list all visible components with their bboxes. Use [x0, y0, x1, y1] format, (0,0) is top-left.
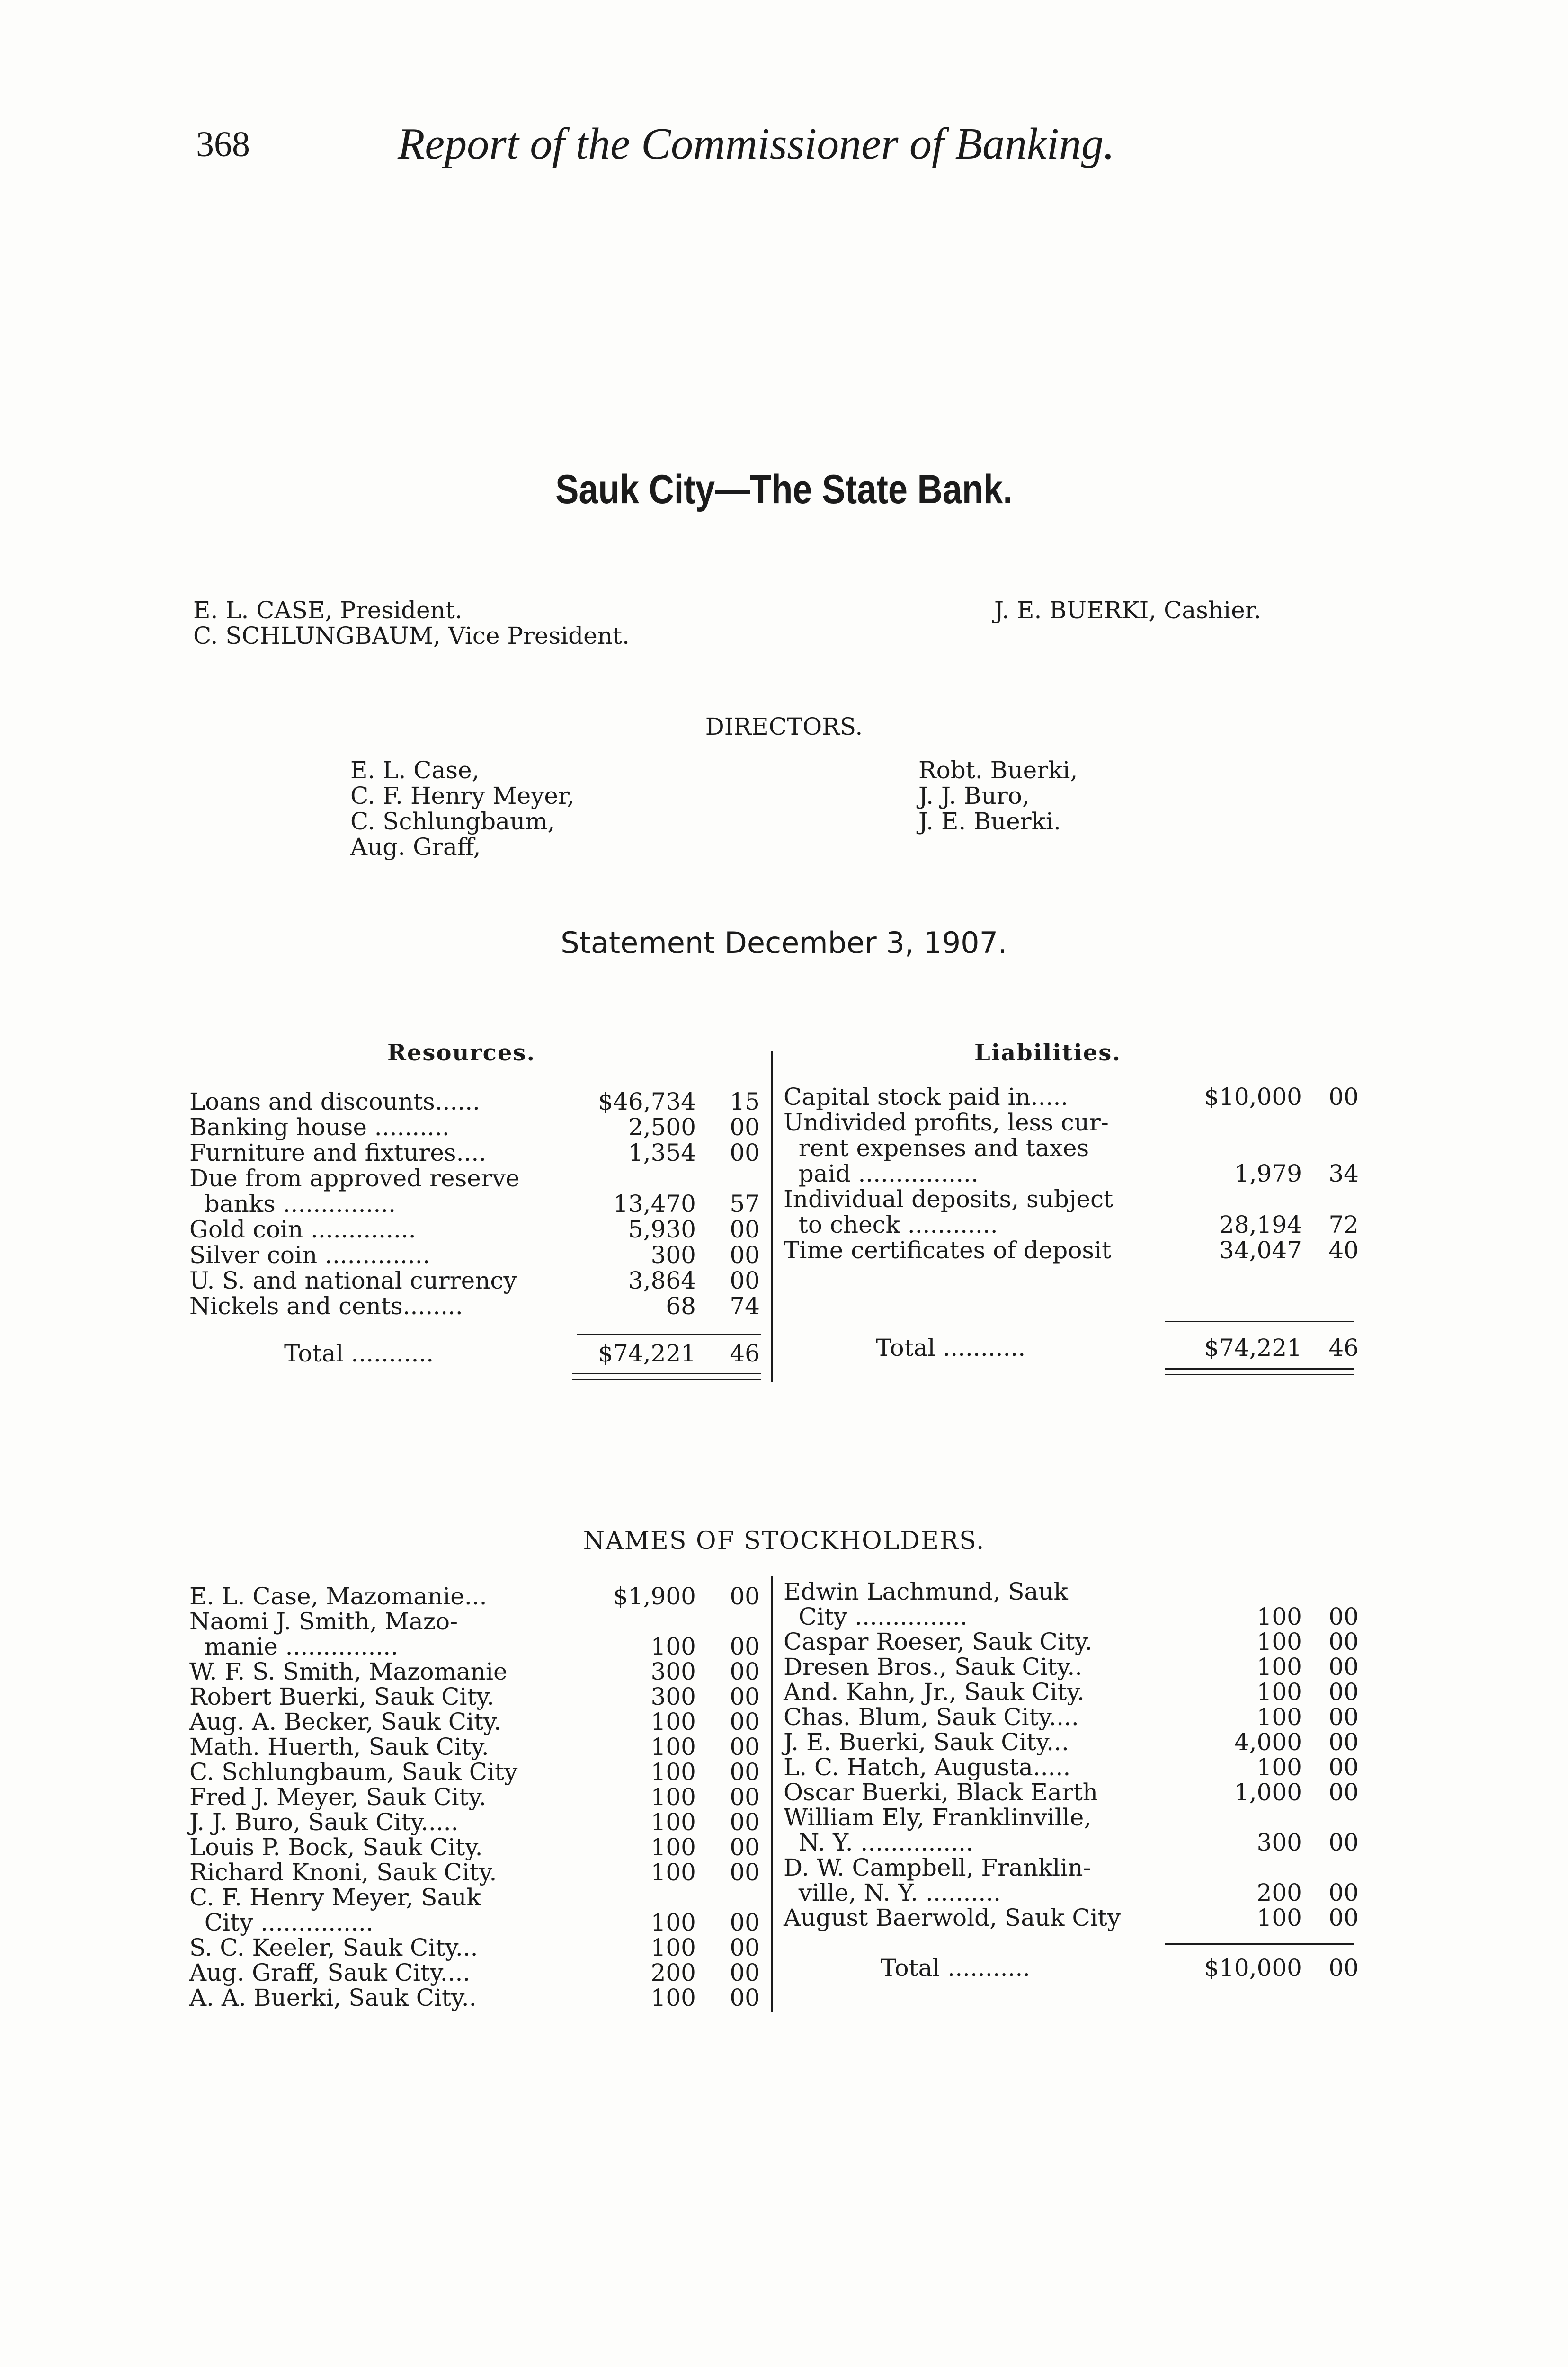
- ledger-cents: 34: [1328, 1160, 1359, 1187]
- ledger-dollars: 100: [650, 1633, 696, 1660]
- ledger-label: Dresen Bros., Sauk City..: [784, 1653, 1083, 1681]
- ledger-label: to check ............: [784, 1211, 998, 1238]
- ledger-cents: 00: [730, 1758, 760, 1786]
- ledger-dollars: 1,000: [1234, 1779, 1302, 1806]
- ledger-dollars: 100: [1256, 1703, 1302, 1731]
- ledger-dollars: 68: [666, 1292, 696, 1320]
- ledger-label: Silver coin ..............: [189, 1241, 430, 1269]
- director-line: E. L. Case,: [350, 756, 480, 784]
- ledger-cents: 00: [1328, 1779, 1359, 1806]
- ledger-label: Individual deposits, subject: [784, 1185, 1114, 1213]
- ledger-cents: 00: [1328, 1879, 1359, 1906]
- officer-line: J. E. BUERKI, Cashier.: [994, 596, 1261, 624]
- running-title: Report of the Commissioner of Banking.: [398, 119, 1115, 169]
- ledger-cents: 00: [730, 1833, 760, 1861]
- director-line: Robt. Buerki,: [918, 756, 1078, 784]
- ledger-cents: 00: [1328, 1703, 1359, 1731]
- liabilities-heading: Liabilities.: [974, 1040, 1122, 1066]
- ledger-label: manie ...............: [189, 1633, 399, 1660]
- ledger-cents: 40: [1328, 1237, 1359, 1264]
- ledger-label: And. Kahn, Jr., Sauk City.: [784, 1678, 1085, 1706]
- ledger-dollars: 300: [650, 1683, 696, 1710]
- ledger-label: A. A. Buerki, Sauk City..: [189, 1984, 477, 2011]
- ledger-label: Nickels and cents........: [189, 1292, 463, 1320]
- liabilities-double-rule-2: [1165, 1374, 1354, 1375]
- directors-right: [918, 757, 1078, 834]
- ledger-dollars: 100: [1256, 1628, 1302, 1655]
- ledger-label: rent expenses and taxes: [784, 1134, 1089, 1162]
- directors-heading: DIRECTORS.: [705, 713, 863, 740]
- stockholders-total-label: Total ...........: [881, 1954, 1031, 1982]
- resources-heading: Resources.: [387, 1040, 536, 1066]
- ledger-cents: 00: [1328, 1904, 1359, 1931]
- ledger-dollars: 300: [650, 1241, 696, 1269]
- ledger-dollars: 100: [1256, 1678, 1302, 1706]
- ledger-label: Caspar Roeser, Sauk City.: [784, 1628, 1093, 1655]
- ledger-label: D. W. Campbell, Franklin-: [784, 1854, 1091, 1881]
- ledger-cents: 00: [730, 1859, 760, 1886]
- bank-title: Sauk City—The State Bank.: [555, 467, 1013, 512]
- resources-double-rule-1: [572, 1373, 761, 1374]
- director-line: J. E. Buerki.: [918, 808, 1061, 835]
- ledger-dollars: 2,500: [628, 1113, 696, 1141]
- liabilities-total-label: Total ...........: [876, 1334, 1026, 1361]
- ledger-cents: 00: [730, 1959, 760, 1986]
- ledger-cents: 00: [730, 1708, 760, 1735]
- ledger-dollars: 1,354: [628, 1139, 696, 1166]
- statement-divider: [771, 1051, 773, 1382]
- ledger-dollars: 200: [650, 1959, 696, 1986]
- ledger-cents: 00: [730, 1984, 760, 2011]
- ledger-dollars: 100: [650, 1708, 696, 1735]
- officer-line: C. SCHLUNGBAUM, Vice President.: [193, 622, 630, 650]
- ledger-label: paid ................: [784, 1160, 979, 1187]
- ledger-label: Math. Huerth, Sauk City.: [189, 1733, 489, 1761]
- resources-double-rule-2: [572, 1379, 761, 1380]
- ledger-dollars: 100: [1256, 1904, 1302, 1931]
- ledger-label: Richard Knoni, Sauk City.: [189, 1859, 497, 1886]
- ledger-label: Undivided profits, less cur-: [784, 1109, 1109, 1136]
- ledger-dollars: $10,000: [1204, 1083, 1302, 1111]
- ledger-label: W. F. S. Smith, Mazomanie: [189, 1658, 508, 1685]
- ledger-cents: 00: [730, 1658, 760, 1685]
- ledger-cents: 00: [730, 1934, 760, 1961]
- ledger-cents: 00: [730, 1267, 760, 1294]
- stockholders-divider: [771, 1576, 773, 2012]
- ledger-dollars: 300: [650, 1658, 696, 1685]
- ledger-cents: 00: [1328, 1678, 1359, 1706]
- ledger-label: J. J. Buro, Sauk City.....: [189, 1808, 459, 1836]
- ledger-cents: 00: [730, 1683, 760, 1710]
- ledger-dollars: 4,000: [1234, 1728, 1302, 1756]
- resources-total-cents: 46: [730, 1340, 760, 1367]
- ledger-label: Time certificates of deposit: [784, 1237, 1112, 1264]
- ledger-dollars: 100: [650, 1733, 696, 1761]
- ledger-label: Oscar Buerki, Black Earth: [784, 1779, 1098, 1806]
- ledger-dollars: 300: [1256, 1829, 1302, 1856]
- stockholders-heading: NAMES OF STOCKHOLDERS.: [583, 1527, 985, 1555]
- ledger-cents: 00: [730, 1216, 760, 1243]
- ledger-label: City ...............: [189, 1909, 374, 1936]
- director-line: C. Schlungbaum,: [350, 808, 555, 835]
- liabilities-total-cents: 46: [1328, 1334, 1359, 1361]
- ledger-dollars: 28,194: [1219, 1211, 1302, 1238]
- ledger-label: Banking house ..........: [189, 1113, 450, 1141]
- officers-left: [193, 597, 630, 649]
- ledger-cents: 00: [1328, 1753, 1359, 1781]
- stockholders-total-dollars: $10,000: [1204, 1954, 1302, 1982]
- ledger-dollars: 100: [650, 1833, 696, 1861]
- ledger-dollars: 100: [1256, 1653, 1302, 1681]
- ledger-label: Edwin Lachmund, Sauk: [784, 1578, 1068, 1605]
- resources-total-rule: [577, 1334, 761, 1335]
- ledger-dollars: 100: [650, 1984, 696, 2011]
- ledger-cents: 00: [1328, 1728, 1359, 1756]
- ledger-cents: 00: [1328, 1603, 1359, 1630]
- ledger-label: Louis P. Bock, Sauk City.: [189, 1833, 483, 1861]
- ledger-label: N. Y. ...............: [784, 1829, 973, 1856]
- directors-left: [350, 757, 574, 860]
- ledger-label: C. Schlungbaum, Sauk City: [189, 1758, 518, 1786]
- ledger-cents: 57: [730, 1190, 760, 1218]
- ledger-cents: 00: [730, 1909, 760, 1936]
- ledger-dollars: 100: [650, 1808, 696, 1836]
- resources-total-dollars: $74,221: [598, 1340, 696, 1367]
- ledger-cents: 00: [730, 1139, 760, 1166]
- ledger-cents: 00: [730, 1113, 760, 1141]
- ledger-dollars: 5,930: [628, 1216, 696, 1243]
- ledger-cents: 00: [730, 1783, 760, 1811]
- ledger-cents: 00: [730, 1733, 760, 1761]
- officers-right: [994, 597, 1261, 623]
- ledger-label: Aug. Graff, Sauk City....: [189, 1959, 471, 1986]
- stockholders-total-rule: [1165, 1943, 1354, 1945]
- ledger-dollars: $46,734: [598, 1088, 696, 1115]
- ledger-label: U. S. and national currency: [189, 1267, 517, 1294]
- ledger-cents: 00: [730, 1583, 760, 1610]
- ledger-label: City ...............: [784, 1603, 968, 1630]
- ledger-cents: 00: [1328, 1628, 1359, 1655]
- ledger-label: J. E. Buerki, Sauk City...: [784, 1728, 1069, 1756]
- ledger-label: Furniture and fixtures....: [189, 1139, 487, 1166]
- ledger-dollars: $1,900: [613, 1583, 696, 1610]
- ledger-dollars: 100: [650, 1758, 696, 1786]
- officer-line: E. L. CASE, President.: [193, 596, 463, 624]
- director-line: C. F. Henry Meyer,: [350, 782, 575, 810]
- ledger-cents: 15: [730, 1088, 760, 1115]
- ledger-cents: 00: [1328, 1083, 1359, 1111]
- ledger-dollars: 100: [650, 1783, 696, 1811]
- ledger-dollars: 200: [1256, 1879, 1302, 1906]
- ledger-label: Chas. Blum, Sauk City....: [784, 1703, 1079, 1731]
- ledger-label: L. C. Hatch, Augusta.....: [784, 1753, 1071, 1781]
- liabilities-double-rule-1: [1165, 1368, 1354, 1370]
- ledger-cents: 00: [730, 1241, 760, 1269]
- stockholders-total-cents: 00: [1328, 1954, 1359, 1982]
- director-line: Aug. Graff,: [350, 833, 481, 861]
- ledger-label: E. L. Case, Mazomanie...: [189, 1583, 487, 1610]
- ledger-label: August Baerwold, Sauk City: [784, 1904, 1121, 1931]
- ledger-dollars: 100: [650, 1909, 696, 1936]
- ledger-dollars: 3,864: [628, 1267, 696, 1294]
- ledger-label: Fred J. Meyer, Sauk City.: [189, 1783, 487, 1811]
- liabilities-total-dollars: $74,221: [1204, 1334, 1302, 1361]
- ledger-dollars: 100: [650, 1934, 696, 1961]
- ledger-dollars: 1,979: [1234, 1160, 1302, 1187]
- ledger-label: Aug. A. Becker, Sauk City.: [189, 1708, 501, 1735]
- ledger-cents: 00: [1328, 1653, 1359, 1681]
- ledger-label: S. C. Keeler, Sauk City...: [189, 1934, 478, 1961]
- ledger-label: Naomi J. Smith, Mazo-: [189, 1608, 458, 1635]
- ledger-label: Capital stock paid in.....: [784, 1083, 1069, 1111]
- ledger-label: ville, N. Y. ..........: [784, 1879, 1001, 1906]
- page-number: 368: [196, 125, 250, 164]
- ledger-label: Loans and discounts......: [189, 1088, 481, 1115]
- ledger-dollars: 34,047: [1219, 1237, 1302, 1264]
- ledger-label: Robert Buerki, Sauk City.: [189, 1683, 495, 1710]
- ledger-cents: 74: [730, 1292, 760, 1320]
- ledger-label: Gold coin ..............: [189, 1216, 416, 1243]
- ledger-label: C. F. Henry Meyer, Sauk: [189, 1884, 481, 1911]
- director-line: J. J. Buro,: [918, 782, 1030, 810]
- ledger-label: Due from approved reserve: [189, 1165, 520, 1192]
- ledger-cents: 00: [730, 1808, 760, 1836]
- ledger-dollars: 13,470: [613, 1190, 696, 1218]
- ledger-cents: 00: [1328, 1829, 1359, 1856]
- liabilities-total-rule: [1165, 1321, 1354, 1322]
- resources-total-label: Total ...........: [284, 1340, 434, 1367]
- ledger-label: banks ...............: [189, 1190, 396, 1218]
- ledger-cents: 72: [1328, 1211, 1359, 1238]
- ledger-cents: 00: [730, 1633, 760, 1660]
- ledger-dollars: 100: [650, 1859, 696, 1886]
- statement-title: Statement December 3, 1907.: [561, 925, 1007, 960]
- ledger-dollars: 100: [1256, 1753, 1302, 1781]
- ledger-label: William Ely, Franklinville,: [784, 1804, 1092, 1831]
- ledger-dollars: 100: [1256, 1603, 1302, 1630]
